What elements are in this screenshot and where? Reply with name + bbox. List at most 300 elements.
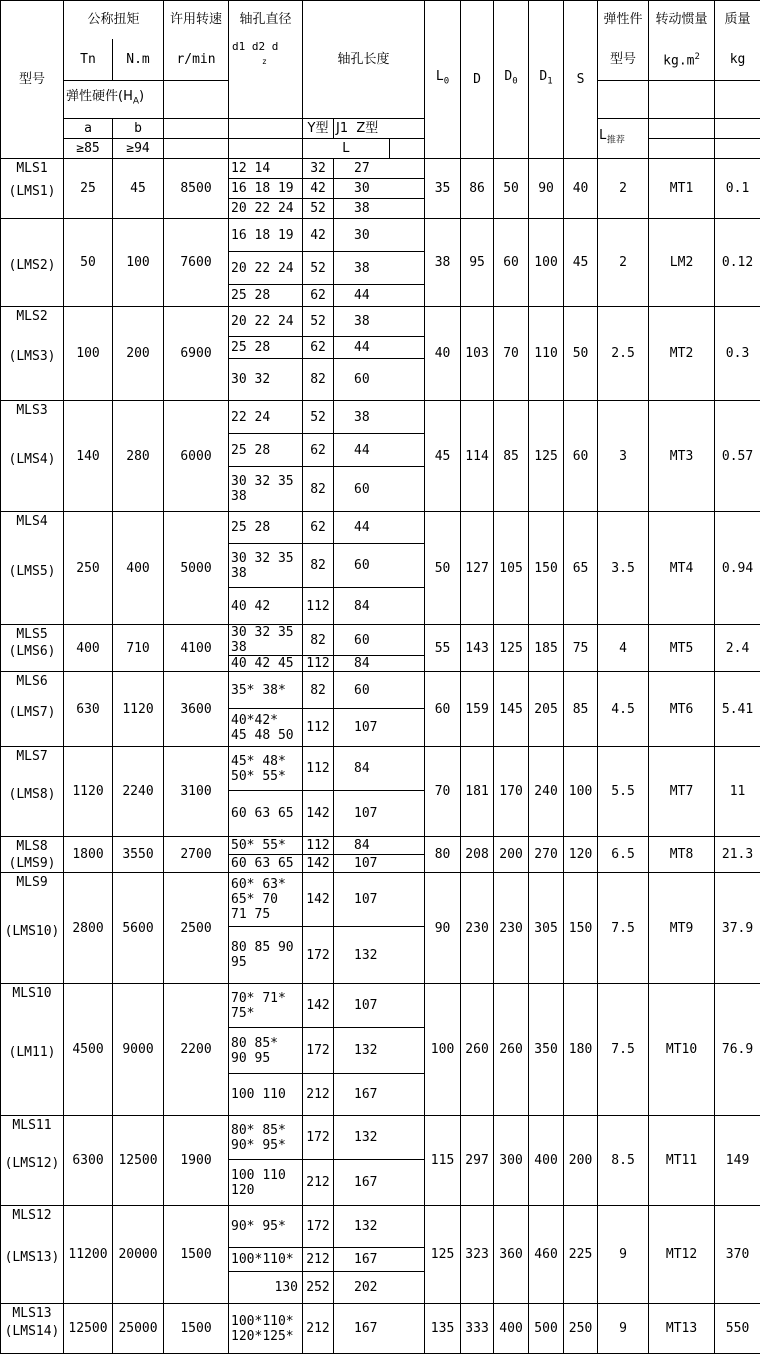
- cell-d: 145: [494, 672, 529, 747]
- cell-d: 260: [494, 984, 529, 1116]
- model-name: MLS4: [2, 512, 62, 529]
- cell-inertia: 21.3: [715, 837, 760, 873]
- cell-d1: 85: [564, 672, 598, 747]
- bore-length-z-cell: 60: [334, 672, 425, 709]
- model-name: [2, 219, 62, 236]
- bore-diameter-cell: 80* 85* 90* 95*: [229, 1116, 303, 1160]
- header-mass-unit: kg: [715, 39, 760, 81]
- bore-diameter-cell: 40*42* 45 48 50: [229, 709, 303, 747]
- cell-b: 710: [113, 625, 164, 672]
- bore-diameter-cell: 20 22 24: [229, 252, 303, 285]
- header-b-range: ≥94: [113, 139, 164, 159]
- cell-d0: 110: [529, 307, 564, 401]
- cell-inertia: 0.94: [715, 512, 760, 625]
- header-l0: $L_0$: [425, 1, 461, 159]
- cell-b: 400: [113, 512, 164, 625]
- bore-length-z-cell: 167: [334, 1248, 425, 1272]
- bore-length-y-cell: 42: [303, 179, 334, 199]
- bore-length-z-cell: 44: [334, 285, 425, 307]
- cell-inertia: 0.57: [715, 401, 760, 512]
- bore-length-y-cell: 82: [303, 467, 334, 512]
- header-blank-speed-3: [164, 81, 229, 119]
- header-speed: 许用转速: [164, 1, 229, 39]
- bore-length-y-cell: 212: [303, 1304, 334, 1354]
- header-nm: N.m: [113, 39, 164, 81]
- bore-diameter-cell: 80 85 90 95: [229, 927, 303, 984]
- cell-elastic: MT12: [649, 1206, 715, 1304]
- cell-elastic: LM2: [649, 219, 715, 307]
- model-cell: [1, 1116, 64, 1206]
- cell-l0: 333: [461, 1304, 494, 1354]
- bore-diameter-cell: 35* 38*: [229, 672, 303, 709]
- cell-l0: 143: [461, 625, 494, 672]
- cell-inertia: 37.9: [715, 873, 760, 984]
- bore-length-y-cell: 52: [303, 252, 334, 285]
- cell-l-rec: 90: [425, 873, 461, 984]
- bore-length-z-cell: 44: [334, 434, 425, 467]
- table-row: [1, 837, 760, 855]
- header-d1: $D_1$: [529, 1, 564, 159]
- cell-d: 70: [494, 307, 529, 401]
- cell-b: 25000: [113, 1304, 164, 1354]
- cell-s: 2: [598, 159, 649, 219]
- bore-length-y-cell: 112: [303, 656, 334, 672]
- cell-a: 11200: [64, 1206, 113, 1304]
- cell-s: 4: [598, 625, 649, 672]
- bore-diameter-cell: 16 18 19: [229, 179, 303, 199]
- cell-a: 1120: [64, 747, 113, 837]
- header-a-range: ≥85: [64, 139, 113, 159]
- bore-diameter-cell: 60* 63* 65* 70 71 75: [229, 873, 303, 927]
- cell-d0: 100: [529, 219, 564, 307]
- bore-length-z-cell: 107: [334, 873, 425, 927]
- cell-d1: 100: [564, 747, 598, 837]
- bore-length-y-cell: 112: [303, 837, 334, 855]
- cell-a: 100: [64, 307, 113, 401]
- cell-s: 3: [598, 401, 649, 512]
- header-blank-speed-4: [164, 119, 229, 139]
- bore-length-z-cell: 30: [334, 179, 425, 199]
- model-cell: [1, 625, 64, 672]
- cell-d: 300: [494, 1116, 529, 1206]
- cell-s: 8.5: [598, 1116, 649, 1206]
- cell-d1: 45: [564, 219, 598, 307]
- bore-length-y-cell: 112: [303, 709, 334, 747]
- cell-inertia: 0.3: [715, 307, 760, 401]
- cell-d1: 65: [564, 512, 598, 625]
- header-inertia: 转动惯量: [649, 1, 715, 39]
- bore-diameter-cell: 20 22 24: [229, 307, 303, 337]
- cell-elastic: MT9: [649, 873, 715, 984]
- model-alt-name: (LMS13): [2, 1250, 62, 1265]
- header-blank-elastic-4: [649, 119, 715, 139]
- cell-l0: 95: [461, 219, 494, 307]
- cell-inertia: 0.1: [715, 159, 760, 219]
- header-bore-length: 轴孔长度: [303, 1, 425, 119]
- cell-s: 6.5: [598, 837, 649, 873]
- bore-diameter-cell: 12 14: [229, 159, 303, 179]
- cell-speed: 5000: [164, 512, 229, 625]
- cell-l-rec: 125: [425, 1206, 461, 1304]
- cell-l-rec: 55: [425, 625, 461, 672]
- table-row: [1, 307, 760, 337]
- cell-speed: 6900: [164, 307, 229, 401]
- model-cell: [1, 837, 64, 873]
- model-name: MLS5: [2, 625, 62, 642]
- header-elastic-part: 弹性件: [598, 1, 649, 39]
- cell-elastic: MT1: [649, 159, 715, 219]
- bore-length-z-cell: 38: [334, 401, 425, 434]
- cell-inertia: 11: [715, 747, 760, 837]
- bore-diameter-cell: 90* 95*: [229, 1206, 303, 1248]
- cell-d: 125: [494, 625, 529, 672]
- header-blank-elastic-5: [390, 139, 425, 159]
- cell-b: 3550: [113, 837, 164, 873]
- cell-speed: 4100: [164, 625, 229, 672]
- bore-length-y-cell: 62: [303, 512, 334, 544]
- cell-s: 9: [598, 1304, 649, 1354]
- cell-d1: 75: [564, 625, 598, 672]
- bore-length-z-cell: 38: [334, 199, 425, 219]
- bore-length-z-cell: 84: [334, 837, 425, 855]
- bore-length-z-cell: 84: [334, 747, 425, 791]
- cell-a: 1800: [64, 837, 113, 873]
- cell-speed: 3100: [164, 747, 229, 837]
- cell-b: 1120: [113, 672, 164, 747]
- bore-length-y-cell: 172: [303, 927, 334, 984]
- cell-inertia: 76.9: [715, 984, 760, 1116]
- cell-l-rec: 40: [425, 307, 461, 401]
- bore-length-z-cell: 30: [334, 219, 425, 252]
- cell-elastic: MT7: [649, 747, 715, 837]
- cell-speed: 3600: [164, 672, 229, 747]
- cell-d: 60: [494, 219, 529, 307]
- cell-a: 400: [64, 625, 113, 672]
- model-alt-name: (LMS9): [2, 856, 62, 871]
- model-name: MLS1: [2, 159, 62, 176]
- cell-speed: 8500: [164, 159, 229, 219]
- bore-length-y-cell: 52: [303, 401, 334, 434]
- model-alt-name: (LMS10): [2, 924, 62, 939]
- cell-d: 105: [494, 512, 529, 625]
- cell-elastic: MT3: [649, 401, 715, 512]
- bore-length-y-cell: 172: [303, 1116, 334, 1160]
- bore-length-z-cell: 107: [334, 855, 425, 873]
- model-cell: [1, 401, 64, 512]
- table-row: [1, 1304, 760, 1354]
- bore-length-z-cell: 167: [334, 1304, 425, 1354]
- bore-length-z-cell: 60: [334, 467, 425, 512]
- header-d: D: [461, 1, 494, 159]
- cell-b: 200: [113, 307, 164, 401]
- bore-length-y-cell: 62: [303, 285, 334, 307]
- model-name: MLS7: [2, 747, 62, 764]
- cell-elastic: MT8: [649, 837, 715, 873]
- cell-speed: 2200: [164, 984, 229, 1116]
- bore-length-z-cell: 84: [334, 656, 425, 672]
- bore-diameter-cell: 22 24: [229, 401, 303, 434]
- bore-length-z-cell: 167: [334, 1074, 425, 1116]
- cell-l0: 159: [461, 672, 494, 747]
- bore-length-z-cell: 202: [334, 1272, 425, 1304]
- table-row: [1, 873, 760, 927]
- cell-l0: 323: [461, 1206, 494, 1304]
- table-row: [1, 512, 760, 544]
- bore-length-y-cell: 112: [303, 588, 334, 625]
- bore-length-y-cell: 82: [303, 544, 334, 588]
- cell-elastic: MT6: [649, 672, 715, 747]
- bore-diameter-cell: 45* 48* 50* 55*: [229, 747, 303, 791]
- header-bore-diameter: 轴孔直径: [229, 1, 303, 39]
- header-tn: Tn: [64, 39, 113, 81]
- cell-a: 630: [64, 672, 113, 747]
- bore-length-y-cell: 212: [303, 1248, 334, 1272]
- table-row: [1, 625, 760, 656]
- model-alt-name: (LMS1): [2, 184, 62, 199]
- header-mass: 质量: [715, 1, 760, 39]
- bore-length-z-cell: 132: [334, 1028, 425, 1074]
- bore-length-z-cell: 84: [334, 588, 425, 625]
- bore-diameter-cell: 80 85* 90 95: [229, 1028, 303, 1074]
- bore-length-y-cell: 172: [303, 1028, 334, 1074]
- header-elastic-hardness: 弹性硬件$(H_A)$: [64, 81, 164, 119]
- header-blank-inertia-3: [649, 81, 715, 119]
- bore-length-z-cell: 38: [334, 252, 425, 285]
- bore-diameter-cell: 25 28: [229, 434, 303, 467]
- model-cell: [1, 873, 64, 984]
- cell-a: 25: [64, 159, 113, 219]
- cell-speed: 1500: [164, 1304, 229, 1354]
- cell-b: 9000: [113, 984, 164, 1116]
- bore-length-y-cell: 252: [303, 1272, 334, 1304]
- cell-a: 140: [64, 401, 113, 512]
- header-blank-bore-5: [229, 139, 303, 159]
- cell-l-rec: 50: [425, 512, 461, 625]
- bore-diameter-cell: 30 32 35 38: [229, 467, 303, 512]
- cell-d0: 205: [529, 672, 564, 747]
- cell-speed: 1500: [164, 1206, 229, 1304]
- bore-length-y-cell: 212: [303, 1074, 334, 1116]
- cell-a: 50: [64, 219, 113, 307]
- cell-d: 170: [494, 747, 529, 837]
- bore-length-z-cell: 60: [334, 359, 425, 401]
- bore-diameter-cell: 30 32 35 38: [229, 625, 303, 656]
- bore-diameter-cell: 100*110* 120*125*: [229, 1304, 303, 1354]
- bore-length-y-cell: 62: [303, 434, 334, 467]
- cell-elastic: MT2: [649, 307, 715, 401]
- cell-d0: 305: [529, 873, 564, 984]
- model-name: MLS2: [2, 307, 62, 324]
- table-row: [1, 672, 760, 709]
- cell-l0: 208: [461, 837, 494, 873]
- cell-l0: 114: [461, 401, 494, 512]
- header-blank-mass-3: [715, 81, 760, 119]
- model-alt-name: (LMS5): [2, 564, 62, 579]
- table-row: [1, 747, 760, 791]
- header-speed-unit: r/min: [164, 39, 229, 81]
- cell-speed: 6000: [164, 401, 229, 512]
- cell-d: 50: [494, 159, 529, 219]
- bore-length-y-cell: 142: [303, 855, 334, 873]
- cell-d0: 400: [529, 1116, 564, 1206]
- cell-s: 9: [598, 1206, 649, 1304]
- bore-length-z-cell: 44: [334, 337, 425, 359]
- bore-length-z-cell: 107: [334, 791, 425, 837]
- cell-d: 230: [494, 873, 529, 984]
- bore-length-y-cell: 52: [303, 307, 334, 337]
- cell-inertia: 370: [715, 1206, 760, 1304]
- model-cell: [1, 984, 64, 1116]
- model-alt-name: (LM11): [2, 1045, 62, 1060]
- cell-l-rec: 45: [425, 401, 461, 512]
- cell-l0: 181: [461, 747, 494, 837]
- cell-speed: 2500: [164, 873, 229, 984]
- bore-length-z-cell: 132: [334, 1206, 425, 1248]
- header-inertia-unit: $kg.m^2$: [649, 39, 715, 81]
- table-row: [1, 219, 760, 252]
- cell-elastic: MT10: [649, 984, 715, 1116]
- model-cell: [1, 307, 64, 401]
- table-row: [1, 1206, 760, 1248]
- header-blank-inertia-4: [715, 119, 760, 139]
- model-cell: [1, 159, 64, 219]
- cell-s: 4.5: [598, 672, 649, 747]
- cell-b: 2240: [113, 747, 164, 837]
- bore-length-y-cell: 82: [303, 672, 334, 709]
- bore-diameter-cell: 50* 55*: [229, 837, 303, 855]
- bore-diameter-cell: 100*110*: [229, 1248, 303, 1272]
- table-row: [1, 984, 760, 1028]
- cell-d0: 150: [529, 512, 564, 625]
- cell-d0: 125: [529, 401, 564, 512]
- header-type-j1-z: J1 Z型: [334, 119, 425, 139]
- bore-length-z-cell: 44: [334, 512, 425, 544]
- cell-l0: 297: [461, 1116, 494, 1206]
- model-alt-name: (LMS12): [2, 1156, 62, 1171]
- cell-s: 7.5: [598, 873, 649, 984]
- header-l-recommended: $L_{推荐}$: [598, 119, 649, 159]
- cell-d1: 120: [564, 837, 598, 873]
- cell-s: 7.5: [598, 984, 649, 1116]
- cell-d: 360: [494, 1206, 529, 1304]
- bore-diameter-cell: 40 42 45: [229, 656, 303, 672]
- cell-d: 85: [494, 401, 529, 512]
- cell-l-rec: 38: [425, 219, 461, 307]
- bore-length-z-cell: 107: [334, 709, 425, 747]
- cell-d0: 185: [529, 625, 564, 672]
- cell-l0: 260: [461, 984, 494, 1116]
- table-row: [1, 159, 760, 179]
- cell-d1: 50: [564, 307, 598, 401]
- bore-length-z-cell: 167: [334, 1160, 425, 1206]
- model-alt-name: (LMS2): [2, 258, 62, 273]
- header-col-b: b: [113, 119, 164, 139]
- model-alt-name: (LMS3): [2, 349, 62, 364]
- bore-length-z-cell: 60: [334, 625, 425, 656]
- cell-d0: 350: [529, 984, 564, 1116]
- cell-l-rec: 35: [425, 159, 461, 219]
- cell-elastic: MT13: [649, 1304, 715, 1354]
- cell-d1: 40: [564, 159, 598, 219]
- bore-diameter-cell: 20 22 24: [229, 199, 303, 219]
- model-name: MLS11: [2, 1116, 62, 1133]
- cell-b: 5600: [113, 873, 164, 984]
- model-name: MLS12: [2, 1206, 62, 1223]
- cell-s: 2.5: [598, 307, 649, 401]
- cell-d1: 200: [564, 1116, 598, 1206]
- cell-elastic: MT4: [649, 512, 715, 625]
- bore-length-z-cell: 60: [334, 544, 425, 588]
- cell-l0: 127: [461, 512, 494, 625]
- cell-l-rec: 60: [425, 672, 461, 747]
- bore-diameter-cell: 25 28: [229, 512, 303, 544]
- model-alt-name: (LMS14): [2, 1324, 62, 1339]
- model-cell: [1, 747, 64, 837]
- bore-diameter-cell: 30 32 35 38: [229, 544, 303, 588]
- cell-d1: 225: [564, 1206, 598, 1304]
- bore-length-y-cell: 82: [303, 625, 334, 656]
- bore-length-y-cell: 112: [303, 747, 334, 791]
- cell-l-rec: 80: [425, 837, 461, 873]
- header-bore-d-labels: d1 d2 d z: [229, 39, 303, 119]
- cell-speed: 2700: [164, 837, 229, 873]
- model-alt-name: (LMS8): [2, 787, 62, 802]
- model-name: MLS3: [2, 401, 62, 418]
- bore-diameter-cell: 60 63 65: [229, 791, 303, 837]
- cell-inertia: 0.12: [715, 219, 760, 307]
- cell-speed: 7600: [164, 219, 229, 307]
- cell-speed: 1900: [164, 1116, 229, 1206]
- cell-d0: 500: [529, 1304, 564, 1354]
- model-alt-name: (LMS6): [2, 644, 62, 659]
- bore-length-y-cell: 62: [303, 337, 334, 359]
- cell-d1: 60: [564, 401, 598, 512]
- cell-inertia: 550: [715, 1304, 760, 1354]
- model-cell: [1, 1206, 64, 1304]
- cell-s: 2: [598, 219, 649, 307]
- cell-l-rec: 70: [425, 747, 461, 837]
- bore-diameter-cell: 40 42: [229, 588, 303, 625]
- model-name: MLS9: [2, 873, 62, 890]
- bore-diameter-cell: 100 110: [229, 1074, 303, 1116]
- cell-d: 200: [494, 837, 529, 873]
- cell-s: 3.5: [598, 512, 649, 625]
- bore-diameter-cell: 130: [229, 1272, 303, 1304]
- model-cell: [1, 219, 64, 307]
- header-type-y: Y型: [303, 119, 334, 139]
- cell-b: 280: [113, 401, 164, 512]
- model-alt-name: (LMS7): [2, 705, 62, 720]
- bore-length-y-cell: 212: [303, 1160, 334, 1206]
- model-name: MLS8: [2, 837, 62, 854]
- header-model: 型号: [1, 1, 64, 159]
- cell-a: 12500: [64, 1304, 113, 1354]
- cell-l-rec: 100: [425, 984, 461, 1116]
- cell-elastic: MT5: [649, 625, 715, 672]
- model-name: MLS10: [2, 984, 62, 1001]
- model-cell: [1, 512, 64, 625]
- bore-diameter-cell: 30 32: [229, 359, 303, 401]
- cell-b: 100: [113, 219, 164, 307]
- bore-diameter-cell: 100 110 120: [229, 1160, 303, 1206]
- bore-length-y-cell: 142: [303, 791, 334, 837]
- bore-length-y-cell: 52: [303, 199, 334, 219]
- model-cell: [1, 672, 64, 747]
- header-blank-speed-5: [164, 139, 229, 159]
- table-row: [1, 1116, 760, 1160]
- bore-length-y-cell: 82: [303, 359, 334, 401]
- bore-length-z-cell: 132: [334, 927, 425, 984]
